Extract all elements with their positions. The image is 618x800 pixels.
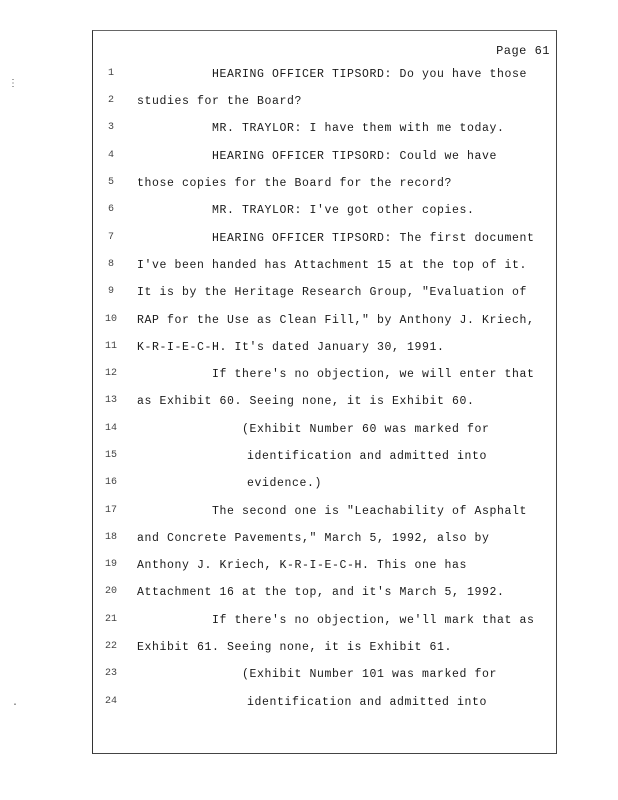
- transcript-line: [92, 177, 552, 204]
- transcript-line: [92, 286, 552, 313]
- line-text: studies for the Board?: [137, 95, 303, 108]
- line-number: 23: [104, 668, 117, 679]
- line-number: 20: [104, 586, 117, 597]
- transcript-line: [92, 150, 552, 177]
- transcript-line: [92, 450, 552, 477]
- line-text: HEARING OFFICER TIPSORD: Could we have: [212, 150, 498, 163]
- line-number: 3: [107, 122, 114, 133]
- line-number: 14: [104, 423, 117, 434]
- transcript-line: [92, 477, 552, 504]
- line-text: I've been handed has Attachment 15 at the top of it.: [137, 259, 528, 272]
- transcript-line: [92, 395, 552, 422]
- transcript-line: [92, 368, 552, 395]
- line-text: (Exhibit Number 60 was marked for: [242, 423, 490, 436]
- line-number: 15: [104, 450, 117, 461]
- line-text: Attachment 16 at the top, and it's March 5, 1992.: [137, 586, 505, 599]
- line-text: identification and admitted into: [247, 696, 488, 709]
- line-text: MR. TRAYLOR: I have them with me today.: [212, 122, 505, 135]
- line-number: 9: [107, 286, 114, 297]
- line-number: 24: [104, 696, 117, 707]
- line-number: 2: [107, 95, 114, 106]
- transcript-line: [92, 341, 552, 368]
- line-text: If there's no objection, we'll mark that as: [212, 614, 535, 627]
- line-text: those copies for the Board for the record?: [137, 177, 453, 190]
- line-text: It is by the Heritage Research Group, "Evaluation of: [137, 286, 528, 299]
- line-number: 17: [104, 505, 117, 516]
- line-text: HEARING OFFICER TIPSORD: The first document: [212, 232, 535, 245]
- transcript-line: [92, 314, 552, 341]
- transcript-line: [92, 68, 552, 95]
- line-text: The second one is "Leachability of Asphalt: [212, 505, 528, 518]
- transcript-line: [92, 259, 552, 286]
- line-number: 18: [104, 532, 117, 543]
- line-number: 1: [107, 68, 114, 79]
- transcript-line: [92, 232, 552, 259]
- transcript-line: [92, 122, 552, 149]
- line-number: 7: [107, 232, 114, 243]
- line-number: 13: [104, 395, 117, 406]
- transcript-line: [92, 204, 552, 231]
- line-number: 10: [104, 314, 117, 325]
- scan-speck: ·: [12, 700, 19, 711]
- line-text: Anthony J. Kriech, K-R-I-E-C-H. This one has: [137, 559, 468, 572]
- line-number: 4: [107, 150, 114, 161]
- line-text: identification and admitted into: [247, 450, 488, 463]
- line-number: 6: [107, 204, 114, 215]
- line-text: K-R-I-E-C-H. It's dated January 30, 1991.: [137, 341, 445, 354]
- line-number: 19: [104, 559, 117, 570]
- line-text: HEARING OFFICER TIPSORD: Do you have those: [212, 68, 528, 81]
- transcript-line: [92, 95, 552, 122]
- page-number: Page 61: [496, 44, 550, 58]
- line-text: and Concrete Pavements," March 5, 1992, also by: [137, 532, 490, 545]
- line-text: Exhibit 61. Seeing none, it is Exhibit 61.: [137, 641, 453, 654]
- line-text: (Exhibit Number 101 was marked for: [242, 668, 498, 681]
- line-text: If there's no objection, we will enter that: [212, 368, 535, 381]
- line-text: as Exhibit 60. Seeing none, it is Exhibit 60.: [137, 395, 475, 408]
- line-number: 22: [104, 641, 117, 652]
- transcript-line: [92, 586, 552, 613]
- transcript-line: [92, 614, 552, 641]
- line-number: 16: [104, 477, 117, 488]
- transcript-line: [92, 696, 552, 723]
- line-text: RAP for the Use as Clean Fill," by Anthony J. Kriech,: [137, 314, 535, 327]
- line-text: evidence.): [247, 477, 323, 490]
- transcript-line: [92, 559, 552, 586]
- transcript-line: [92, 505, 552, 532]
- line-number: 8: [107, 259, 114, 270]
- transcript-line: [92, 668, 552, 695]
- line-number: 5: [107, 177, 114, 188]
- line-number: 21: [104, 614, 117, 625]
- line-text: MR. TRAYLOR: I've got other copies.: [212, 204, 475, 217]
- transcript-line: [92, 641, 552, 668]
- transcript-line: [92, 532, 552, 559]
- scan-speck: ⋮: [8, 79, 18, 90]
- line-number: 11: [104, 341, 117, 352]
- transcript-line: [92, 423, 552, 450]
- line-number: 12: [104, 368, 117, 379]
